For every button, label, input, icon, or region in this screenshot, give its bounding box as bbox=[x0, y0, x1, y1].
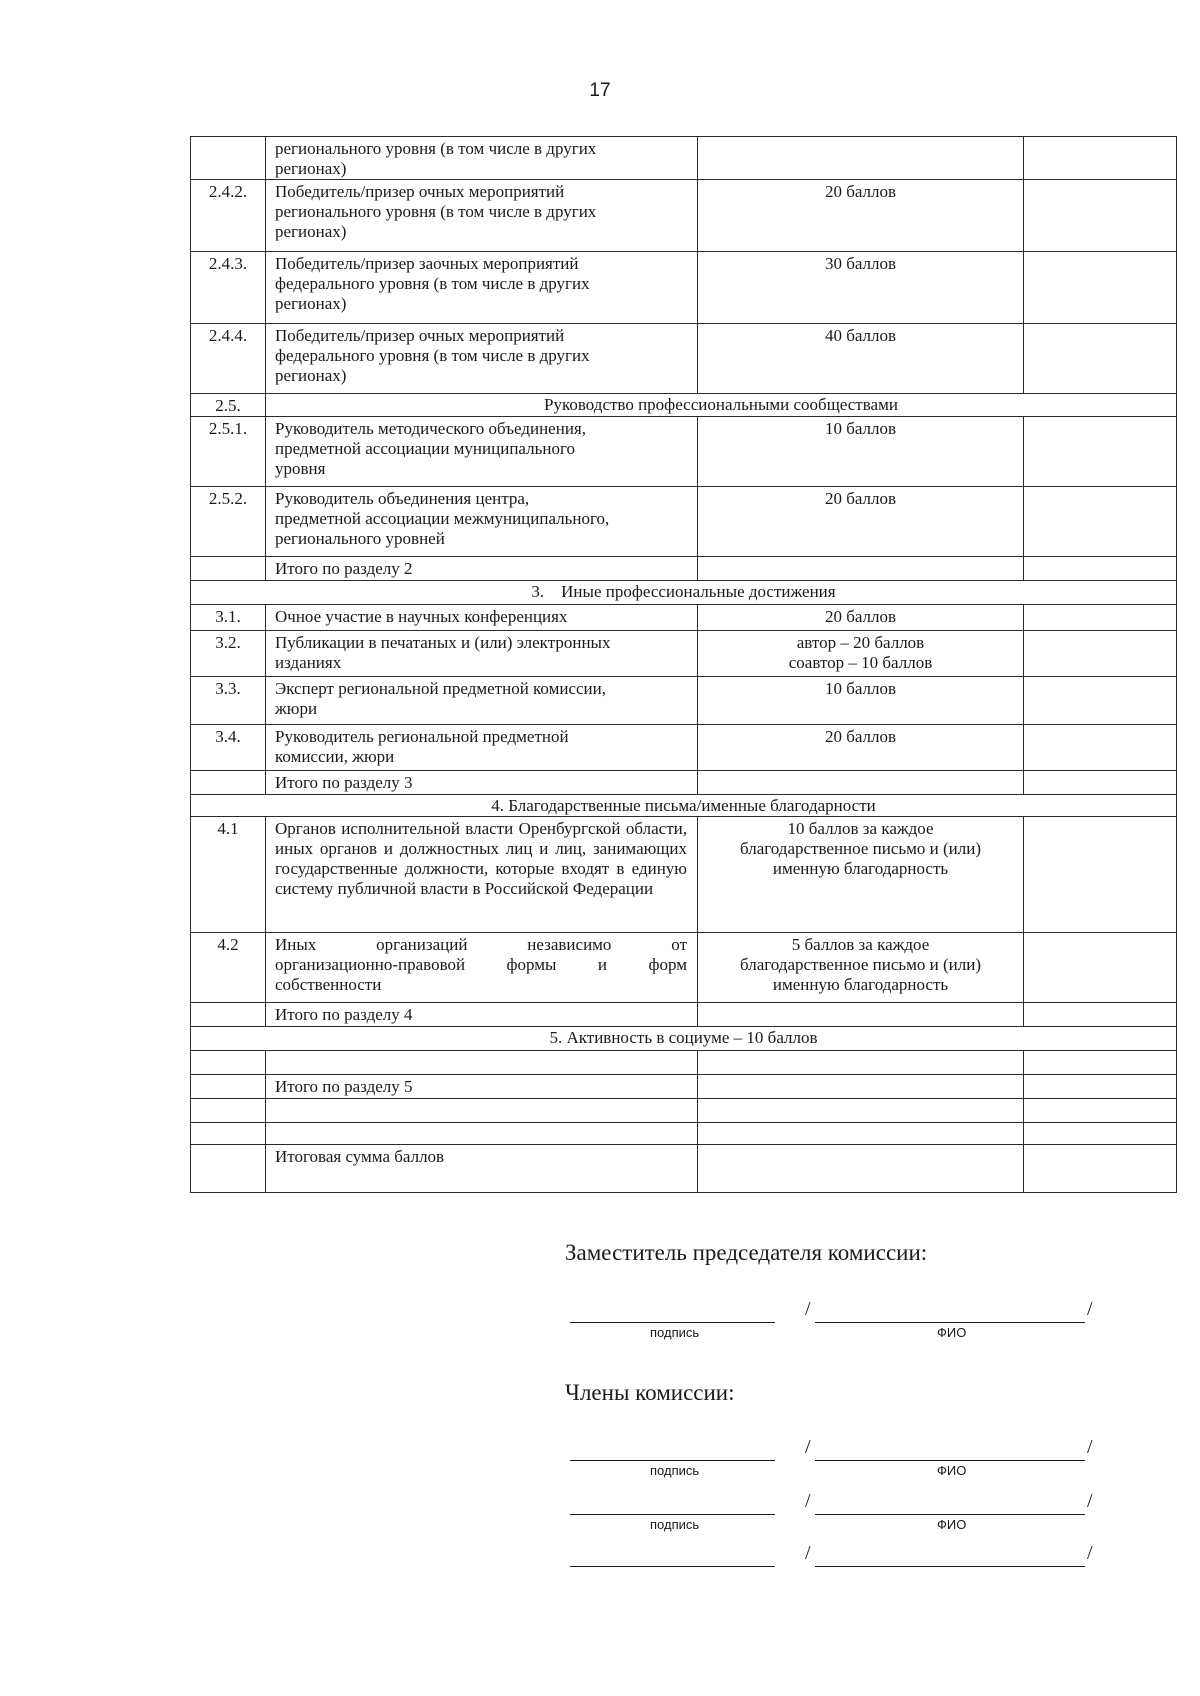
cell-text: Публикации в печатаных и (или) электронных изданиях bbox=[266, 631, 698, 677]
table-total-row bbox=[191, 557, 1177, 581]
cell-score bbox=[1024, 1003, 1177, 1027]
cell-num bbox=[191, 137, 266, 180]
signature-caption: подпись bbox=[650, 1325, 700, 1340]
cell-score bbox=[1024, 817, 1177, 933]
table-row bbox=[191, 1123, 1177, 1145]
cell-score bbox=[1024, 771, 1177, 795]
cell-score bbox=[1024, 1099, 1177, 1123]
fio-caption: ФИО bbox=[937, 1463, 967, 1478]
fio-caption: ФИО bbox=[937, 1517, 967, 1532]
score-table bbox=[190, 136, 1177, 1193]
table-row bbox=[191, 417, 1177, 487]
table-row bbox=[191, 180, 1177, 252]
section-title: 4. Благодарственные письма/именные благодарности bbox=[191, 795, 1177, 817]
signature-line[interactable] bbox=[570, 1490, 775, 1515]
cell-text: Руководитель объединения центра, предметной ассоциации межмуниципального, регионального уровней bbox=[266, 487, 698, 557]
table-total-row bbox=[191, 771, 1177, 795]
slash: / bbox=[1087, 1490, 1093, 1512]
members-heading: Члены комиссии: bbox=[565, 1380, 735, 1405]
cell-num: 4.1 bbox=[191, 817, 266, 933]
table-row bbox=[191, 725, 1177, 771]
cell-score bbox=[1024, 324, 1177, 394]
signature-row bbox=[565, 1490, 1125, 1546]
section-total-label: Итого по разделу 5 bbox=[266, 1075, 698, 1099]
cell-num: 2.5. bbox=[191, 394, 266, 417]
cell-score bbox=[1024, 252, 1177, 324]
cell-num bbox=[191, 1003, 266, 1027]
table-row bbox=[191, 252, 1177, 324]
cell-text: Очное участие в научных конференциях bbox=[266, 605, 698, 631]
table-row bbox=[191, 605, 1177, 631]
cell-score bbox=[1024, 605, 1177, 631]
cell-score bbox=[1024, 1145, 1177, 1193]
table-section-row bbox=[191, 394, 1177, 417]
cell-num: 3.1. bbox=[191, 605, 266, 631]
slash: / bbox=[805, 1542, 811, 1564]
cell-text: Иных организаций независимо от организационно-правовой формы и форм собственности bbox=[266, 933, 698, 1003]
table-section-row bbox=[191, 581, 1177, 605]
cell-points: 40 баллов bbox=[698, 324, 1024, 394]
cell-score bbox=[1024, 487, 1177, 557]
fio-caption: ФИО bbox=[937, 1325, 967, 1340]
cell-text: Органов исполнительной власти Оренбургской области, иных органов и должностных лиц и лиц, занимающих государственные должности, которые входят в единую систему публичной власти в Российской Федерации bbox=[266, 817, 698, 933]
cell-num bbox=[191, 1051, 266, 1075]
cell-num: 2.4.4. bbox=[191, 324, 266, 394]
cell-text: Победитель/призер очных мероприятий федерального уровня (в том числе в других регионах) bbox=[266, 324, 698, 394]
cell-num bbox=[191, 1123, 266, 1145]
cell-text: Руководитель методического объединения, предметной ассоциации муниципального уровня bbox=[266, 417, 698, 487]
section-title: 5. Активность в социуме – 10 баллов bbox=[191, 1027, 1177, 1051]
cell-points: автор – 20 баллов соавтор – 10 баллов bbox=[698, 631, 1024, 677]
cell-points bbox=[698, 1123, 1024, 1145]
cell-points: 10 баллов за каждое благодарственное письмо и (или) именную благодарность bbox=[698, 817, 1024, 933]
cell-points bbox=[698, 557, 1024, 581]
cell-text: Эксперт региональной предметной комиссии, жюри bbox=[266, 677, 698, 725]
signature-row bbox=[565, 1436, 1125, 1492]
cell-num bbox=[191, 1145, 266, 1193]
cell-text bbox=[266, 1099, 698, 1123]
fio-line[interactable] bbox=[815, 1542, 1085, 1567]
cell-text bbox=[266, 1051, 698, 1075]
table-total-row bbox=[191, 1145, 1177, 1193]
cell-score bbox=[1024, 137, 1177, 180]
cell-points: 20 баллов bbox=[698, 605, 1024, 631]
cell-text: Победитель/призер заочных мероприятий федерального уровня (в том числе в других регионах) bbox=[266, 252, 698, 324]
cell-score bbox=[1024, 417, 1177, 487]
signature-line[interactable] bbox=[570, 1436, 775, 1461]
signature-row bbox=[565, 1542, 1125, 1598]
section-total-label: Итого по разделу 3 bbox=[266, 771, 698, 795]
table-row bbox=[191, 631, 1177, 677]
section-title: 3. Иные профессиональные достижения bbox=[191, 581, 1177, 605]
table-row bbox=[191, 487, 1177, 557]
slash: / bbox=[805, 1436, 811, 1458]
deputy-signature-block bbox=[565, 1240, 1125, 1266]
table-row bbox=[191, 137, 1177, 180]
cell-score bbox=[1024, 557, 1177, 581]
cell-points: 10 баллов bbox=[698, 677, 1024, 725]
cell-points: 20 баллов bbox=[698, 180, 1024, 252]
section-total-label: Итого по разделу 4 bbox=[266, 1003, 698, 1027]
cell-points bbox=[698, 1075, 1024, 1099]
cell-points: 10 баллов bbox=[698, 417, 1024, 487]
cell-num: 2.5.1. bbox=[191, 417, 266, 487]
section-total-label: Итого по разделу 2 bbox=[266, 557, 698, 581]
slash: / bbox=[1087, 1436, 1093, 1458]
cell-score bbox=[1024, 631, 1177, 677]
cell-points bbox=[698, 771, 1024, 795]
cell-num bbox=[191, 557, 266, 581]
slash: / bbox=[1087, 1542, 1093, 1564]
signature-caption: подпись bbox=[650, 1517, 700, 1532]
section-title: Руководство профессиональными сообществами bbox=[266, 394, 1177, 417]
fio-line[interactable] bbox=[815, 1436, 1085, 1461]
slash: / bbox=[805, 1490, 811, 1512]
cell-score bbox=[1024, 1051, 1177, 1075]
cell-num: 2.4.3. bbox=[191, 252, 266, 324]
cell-points bbox=[698, 1051, 1024, 1075]
table-row bbox=[191, 933, 1177, 1003]
cell-text: Руководитель региональной предметной комиссии, жюри bbox=[266, 725, 698, 771]
table-section-row bbox=[191, 795, 1177, 817]
signature-line[interactable] bbox=[570, 1542, 775, 1567]
cell-num bbox=[191, 1099, 266, 1123]
cell-num: 2.4.2. bbox=[191, 180, 266, 252]
members-signature-block bbox=[565, 1380, 1125, 1406]
cell-num: 3.2. bbox=[191, 631, 266, 677]
fio-line[interactable] bbox=[815, 1298, 1085, 1323]
cell-points bbox=[698, 1145, 1024, 1193]
cell-num bbox=[191, 771, 266, 795]
cell-num: 2.5.2. bbox=[191, 487, 266, 557]
table-row bbox=[191, 677, 1177, 725]
slash: / bbox=[1087, 1298, 1093, 1320]
cell-points: 5 баллов за каждое благодарственное письмо и (или) именную благодарность bbox=[698, 933, 1024, 1003]
cell-num: 3.3. bbox=[191, 677, 266, 725]
cell-score bbox=[1024, 1123, 1177, 1145]
fio-line[interactable] bbox=[815, 1490, 1085, 1515]
cell-points bbox=[698, 137, 1024, 180]
signature-row bbox=[565, 1298, 1125, 1354]
table-section-row bbox=[191, 1027, 1177, 1051]
cell-text bbox=[266, 1123, 698, 1145]
cell-score bbox=[1024, 677, 1177, 725]
cell-text: Победитель/призер очных мероприятий регионального уровня (в том числе в других регионах) bbox=[266, 180, 698, 252]
cell-points bbox=[698, 1099, 1024, 1123]
cell-points bbox=[698, 1003, 1024, 1027]
grand-total-label: Итоговая сумма баллов bbox=[266, 1145, 698, 1193]
cell-num: 3.4. bbox=[191, 725, 266, 771]
table-row bbox=[191, 1051, 1177, 1075]
cell-score bbox=[1024, 1075, 1177, 1099]
cell-score bbox=[1024, 725, 1177, 771]
cell-num bbox=[191, 1075, 266, 1099]
table-row bbox=[191, 1099, 1177, 1123]
slash: / bbox=[805, 1298, 811, 1320]
table-total-row bbox=[191, 1003, 1177, 1027]
cell-points: 20 баллов bbox=[698, 487, 1024, 557]
table-row bbox=[191, 324, 1177, 394]
table-total-row bbox=[191, 1075, 1177, 1099]
cell-score bbox=[1024, 180, 1177, 252]
deputy-heading: Заместитель председателя комиссии: bbox=[565, 1240, 928, 1265]
cell-score bbox=[1024, 933, 1177, 1003]
page-number: 17 bbox=[589, 80, 611, 101]
cell-text: регионального уровня (в том числе в других регионах) bbox=[266, 137, 698, 180]
table-row bbox=[191, 817, 1177, 933]
signature-caption: подпись bbox=[650, 1463, 700, 1478]
cell-num: 4.2 bbox=[191, 933, 266, 1003]
cell-points: 20 баллов bbox=[698, 725, 1024, 771]
signature-line[interactable] bbox=[570, 1298, 775, 1323]
cell-points: 30 баллов bbox=[698, 252, 1024, 324]
